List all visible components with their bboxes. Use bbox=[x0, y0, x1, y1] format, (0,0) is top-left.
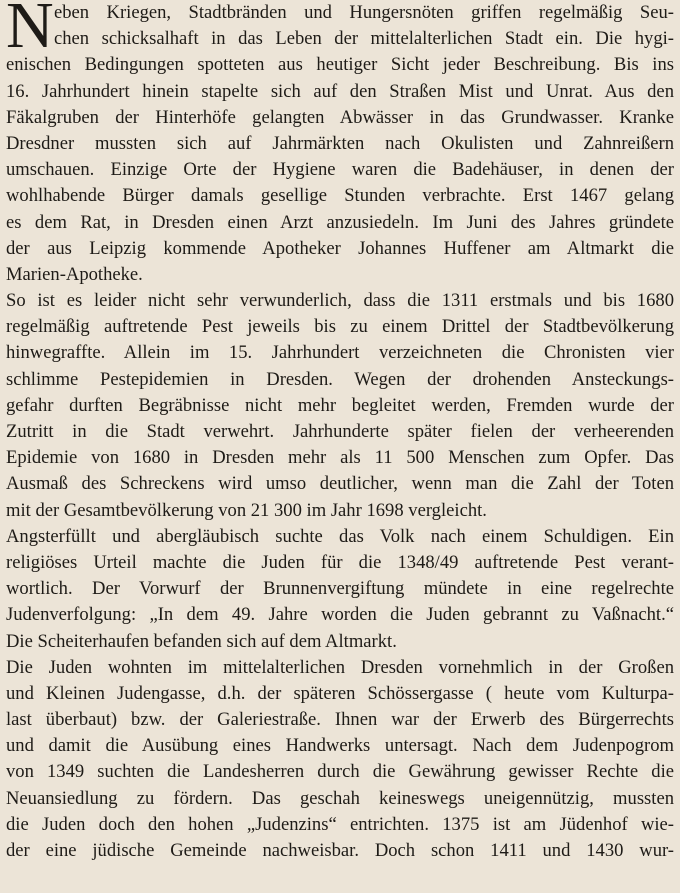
drop-cap-letter: N bbox=[6, 0, 54, 53]
text-line: regelmäßig auftretende Pest jeweils bis zu einem Drittel der Stadtbevölkerung bbox=[6, 316, 674, 338]
text-line: und damit die Ausübung eines Handwerks untersagt. Nach dem Judenpogrom bbox=[6, 735, 674, 757]
text-line: der aus Leipzig kommende Apotheker Johannes Huffener am Altmarkt die bbox=[6, 237, 674, 259]
text-line: mit der Gesamtbevölkerung von 21 300 im Jahr 1698 vergleicht. bbox=[6, 499, 487, 521]
text-line: hinwegraffte. Allein im 15. Jahrhundert verzeichneten die Chronisten vier bbox=[6, 342, 674, 364]
text-line: chen schicksalhaft in das Leben der mittelalterlichen Stadt ein. Die hygi- bbox=[54, 28, 674, 50]
text-line: eben Kriegen, Stadtbränden und Hungersnöten griffen regelmäßig Seu- bbox=[54, 2, 674, 23]
text-line: Neuansiedlung zu fördern. Das geschah keineswegs uneigennützig, mussten bbox=[6, 787, 674, 809]
text-line: Epidemie von 1680 in Dresden mehr als 11 500 Menschen zum Opfer. Das bbox=[6, 447, 674, 469]
text-line: es dem Rat, in Dresden einen Arzt anzusiedeln. Im Juni des Jahres gründete bbox=[6, 211, 674, 233]
text-line: Fäkalgruben der Hinterhöfe gelangten Abwässer in das Grundwasser. Kranke bbox=[6, 106, 674, 128]
text-line: umschauen. Einzige Orte der Hygiene waren die Badehäuser, in denen der bbox=[6, 159, 674, 181]
drop-cap-container bbox=[6, 0, 52, 52]
text-line: Die Juden wohnten im mittelalterlichen Dresden vornehmlich in der Großen bbox=[6, 656, 674, 678]
text-line: die Juden doch den hohen „Judenzins“ entrichten. 1375 ist am Jüdenhof wie- bbox=[6, 813, 674, 835]
text-line: gefahr durften Begräbnisse nicht mehr begleitet werden, Fremden wurde der bbox=[6, 394, 674, 416]
first-paragraph-opening bbox=[6, 0, 674, 52]
text-line: 16. Jahrhundert hinein stapelte sich auf den Straßen Mist und Unrat. Aus den bbox=[6, 80, 674, 102]
text-line: Zutritt in die Stadt verwehrt. Jahrhunderte später fielen der verheerenden bbox=[6, 421, 674, 442]
text-line: So ist es leider nicht sehr verwunderlich, dass die 1311 erstmals und bis 1680 bbox=[6, 290, 674, 312]
text-line: Angsterfüllt und abergläubisch suchte das Volk nach einem Schuldigen. Ein bbox=[6, 525, 674, 547]
text-line: Ausmaß des Schreckens wird umso deutlicher, wenn man die Zahl der Toten bbox=[6, 473, 674, 495]
text-line: wortlich. Der Vorwurf der Brunnenvergiftung mündete in eine regelrechte bbox=[6, 578, 674, 600]
text-line: schlimme Pestepidemien in Dresden. Wegen der drohenden Ansteckungs- bbox=[6, 368, 674, 390]
text-line: religiöses Urteil machte die Juden für die 1348/49 auftretende Pest verant- bbox=[6, 551, 674, 573]
text-line: Dresdner mussten sich auf Jahrmärkten nach Okulisten und Zahnreißern bbox=[6, 132, 674, 154]
text-line: enischen Bedingungen spotteten aus heutiger Sicht jeder Beschreibung. Bis ins bbox=[6, 54, 674, 76]
text-line: von 1349 suchten die Landesherren durch die Gewährung gewisser Rechte die bbox=[6, 761, 674, 783]
text-line: last überbaut) bzw. der Galeriestraße. Ihnen war der Erwerb des Bürgerrechts bbox=[6, 709, 674, 731]
text-line: und Kleinen Judengasse, d.h. der späteren Schössergasse ( heute vom Kulturpa- bbox=[6, 682, 674, 704]
text-line: der eine jüdische Gemeinde nachweisbar. Doch schon 1411 und 1430 wur- bbox=[6, 840, 674, 861]
text-line: Judenverfolgung: „In dem 49. Jahre worden die Juden gebrannt zu Vaßnacht.“ bbox=[6, 604, 674, 626]
text-line: Marien-Apotheke. bbox=[6, 263, 143, 285]
text-line: wohlhabende Bürger damals gesellige Stunden verbrachte. Erst 1467 gelang bbox=[6, 185, 674, 207]
text-line: Die Scheiterhaufen befanden sich auf dem Altmarkt. bbox=[6, 630, 397, 652]
